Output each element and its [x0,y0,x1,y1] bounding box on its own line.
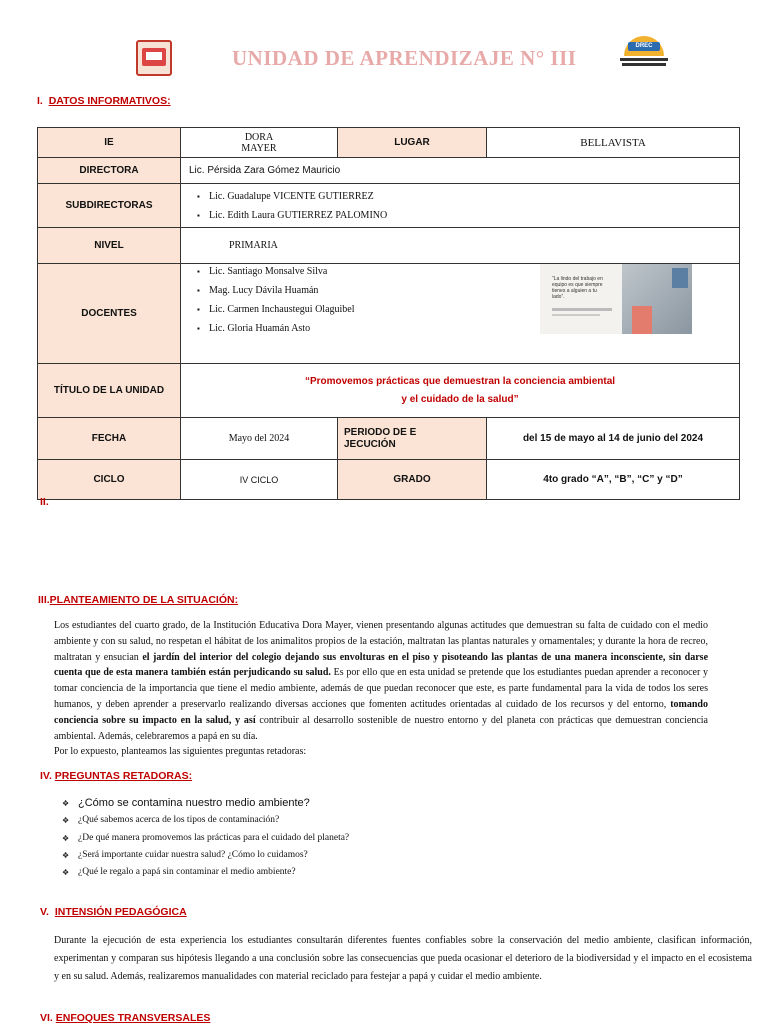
periodo-value: del 15 de mayo al 14 de junio del 2024 [487,418,740,460]
section-number: III. [38,594,50,606]
section-label: PREGUNTAS RETADORAS: [54,770,193,782]
school-crest-logo [136,40,172,76]
crest-banner-icon [146,52,162,60]
list-item: ▪ Lic. Santiago Monsalve Silva [209,262,733,281]
paragraph-bold-text: tomando conciencia sobre su impacto en la salud, y así [54,698,708,726]
section-heading-1 [37,95,171,107]
questions-list [62,795,349,881]
lugar-value: BELLAVISTA [487,128,740,158]
section-heading-6 [40,1012,210,1024]
periodo-label-line: PERIODO DE E [344,426,417,438]
paragraph-bold-text: el jardín del interior del colegio dejando sus envolturas en el piso y pisoteando las plantas de una manera inconsciente, sin darse cuenta que de esta manera también están perjudicando su salud. [54,651,709,679]
illustration-quote: “La lindo del trabajo en equipo es que siempre tienes a alguien a tu lado”. [552,276,603,300]
list-item: ▪ Lic. Carmen Inchaustegui Olaguibel [209,300,733,319]
list-item: ❖ ¿De qué manera promovemos las prácticas para el cuidado del planeta? [62,830,349,847]
directora-value: Lic. Pérsida Zara Gómez Mauricio [181,158,740,184]
directora-label: DIRECTORA [38,158,181,184]
table-row [38,184,740,228]
quote-author-line [552,308,612,311]
situation-paragraph [54,618,708,760]
nivel-value: PRIMARIA [181,228,740,264]
section-number: I. [37,95,43,107]
section-heading-3 [38,594,238,606]
grado-value: 4to grado “A”, “B”, “C” y “D” [487,460,740,500]
drec-caption-line [620,58,668,61]
section-label: DATOS INFORMATIVOS: [48,95,171,107]
list-item: ❖ ¿Será importante cuidar nuestra salud? ¿Cómo lo cuidamos? [62,847,349,864]
section-number: VI. [40,1012,53,1024]
section-label: PLANTEAMIENTO DE LA SITUACIÓN: [49,594,239,606]
paragraph-text: Es por ello que en esta unidad se pretende que los estudiantes puedan aprender a reconocer y tomar conciencia de la importancia que tiene el medio ambiente, además de que puedan reconocer que este, es parte fundamental para la vida de todos los seres humanos, y deben aprender a preservarlo realizando diversas acciones que fomenten actitudes orientadas al cuidado de los recursos y del entorno, [54,667,709,710]
fecha-label: FECHA [38,418,181,460]
fecha-value: Mayo del 2024 [181,418,338,460]
decor-shape [632,306,652,334]
lugar-label: LUGAR [338,128,487,158]
nivel-label: NIVEL [38,228,181,264]
unit-title [181,364,740,418]
section-number: V. [40,906,49,918]
quote-author-line [552,314,600,316]
subdirectoras-value [181,184,740,228]
titulo-label: TÍTULO DE LA UNIDAD [38,364,181,418]
paragraph-text: Por lo expuesto, planteamos las siguientes preguntas retadoras: [54,746,307,758]
section-number: II. [40,496,49,508]
ie-label: IE [38,128,181,158]
section-number: IV. [40,770,52,782]
list-item: ❖ ¿Qué le regalo a papá sin contaminar el medio ambiente? [62,864,349,881]
periodo-label [338,418,487,460]
paragraph-text: contribuir al desarrollo sostenible de nuestro entorno y del planeta con prácticas que demuestran conciencia ambiental. Además, celebraremos a papá en su día. [54,714,708,742]
section-heading-4 [40,770,192,782]
table-row [38,418,740,460]
list-item: ▪ Lic. Edith Laura GUTIERREZ PALOMINO [209,206,733,225]
table-row [38,364,740,418]
section-heading-5 [40,906,187,918]
grado-label: GRADO [338,460,487,500]
table-row [38,460,740,500]
ie-value-line: DORA [244,131,274,143]
section-label: INTENSIÓN PEDAGÓGICA [54,906,187,918]
intension-paragraph: Durante la ejecución de esta experiencia los estudiantes consultarán diferentes fuentes confiables sobre la conservación del medio ambiente, clasifican información, experimentan y comparan sus hipótesis llegando a una conclusión sobre las consecuencias que pueda ocasionar el deterioro de la biodiversidad y el impacto en el ecosistema y en su salud. Además, realizaremos manualidades con material reciclado para festejar a papá y cuidar el medio ambiente. [54,935,752,982]
drec-caption-line [622,63,666,66]
ie-value-line: MAYER [241,142,277,154]
paragraph-text: Los estudiantes del cuarto grado, de la Institución Educativa Dora Mayer, vienen presentando algunas actitudes que demuestran su falta de cuidado con el medio ambiente y con su salud, no respetan el hábitat de los animalitos propios de la estación, maltratan las plantas naturales y ornamentales; y durante la hora de recreo, maltratan y ensucian [54,620,708,663]
list-item: ❖ ¿Qué sabemos acerca de los tipos de contaminación? [62,812,349,829]
list-item: ▪ Lic. Gloria Huamán Asto [209,319,733,338]
page-title: UNIDAD DE APRENDIZAJE N° III [232,46,577,70]
periodo-label-line: JECUCIÓN [344,438,396,450]
list-item: ❖ ¿Cómo se contamina nuestro medio ambiente? [62,795,349,812]
unit-title-line: “Promovemos prácticas que demuestran la conciencia ambiental [304,375,616,387]
docentes-label: DOCENTES [38,264,181,364]
list-item: ▪ Lic. Guadalupe VICENTE GUTIERREZ [209,187,733,206]
table-row [38,228,740,264]
table-row [38,158,740,184]
ciclo-value: IV CICLO [181,460,338,500]
table-row [38,128,740,158]
decor-shape [672,268,688,288]
unit-title-line: y el cuidado de la salud” [401,393,519,405]
subdirectoras-label: SUBDIRECTORAS [38,184,181,228]
drec-logo-text: DREC [628,42,660,51]
teamwork-illustration [540,264,692,334]
ie-value [181,128,338,158]
list-item: ▪ Mag. Lucy Dávila Huamán [209,281,733,300]
section-heading-2 [40,496,49,508]
ciclo-label: CICLO [38,460,181,500]
drec-logo [620,36,668,70]
section-label: ENFOQUES TRANSVERSALES [55,1012,211,1024]
